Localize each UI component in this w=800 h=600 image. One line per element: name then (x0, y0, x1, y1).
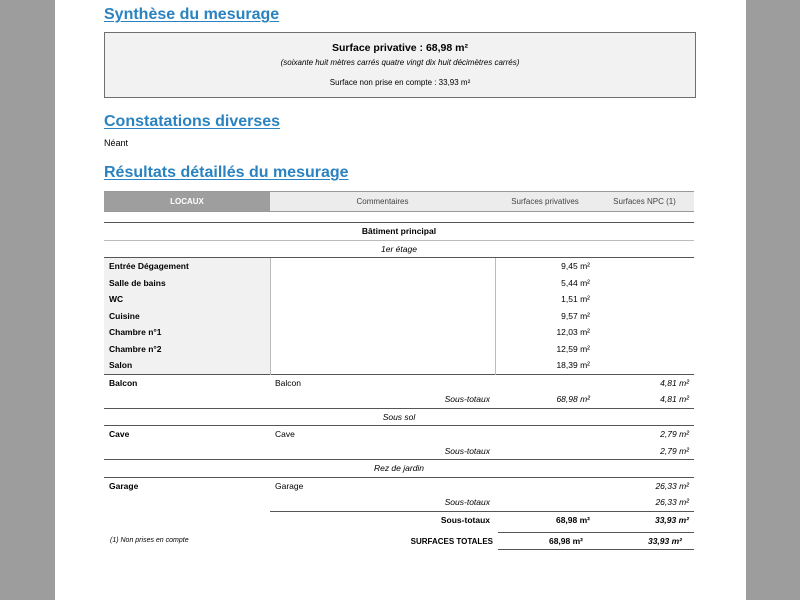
level-row (104, 460, 694, 478)
subtotal-row (104, 494, 694, 511)
row-surface-privative: 1,51 m² (561, 294, 590, 305)
building-row (104, 223, 694, 241)
row-local: WC (104, 291, 270, 308)
table-row (104, 374, 694, 391)
row-surface-npc: 2,79 m² (660, 429, 689, 440)
subtotal-surface-privative: 68,98 m² (556, 394, 590, 405)
building-subtotal-label: Sous-totaux (270, 511, 495, 528)
row-comment (270, 308, 495, 325)
surface-non-prise: Surface non prise en compte : 33,93 m² (329, 78, 471, 87)
row-local: Salle de bains (104, 275, 270, 292)
row-local: Cuisine (104, 308, 270, 325)
subtotal-label: Sous-totaux (444, 445, 490, 456)
table-row (104, 291, 694, 308)
building-label: Bâtiment principal (104, 223, 694, 241)
row-local: Entrée Dégagement (104, 258, 270, 275)
row-comment: Balcon (270, 374, 495, 391)
header-surfaces-privatives: Surfaces privatives (495, 192, 595, 212)
row-surface-npc (595, 324, 694, 341)
building-subtotal-row (104, 511, 694, 528)
subtotal-label: Sous-totaux (444, 394, 490, 405)
row-surface-privative: 5,44 m² (561, 277, 590, 288)
row-local: Balcon (104, 374, 270, 391)
row-comment (270, 291, 495, 308)
footnote: (1) Non prises en compte (110, 537, 189, 544)
row-surface-npc (595, 308, 694, 325)
row-comment: Garage (275, 480, 304, 491)
subtotal-surface-npc: 26,33 m² (655, 497, 689, 508)
results-table (104, 191, 694, 528)
table-row (104, 357, 694, 374)
table-row (104, 324, 694, 341)
row-surface-npc: 26,33 m² (655, 480, 689, 491)
total-surface-npc: 33,93 m² (647, 536, 682, 546)
totals-row (498, 532, 694, 550)
row-local: Cave (109, 429, 130, 440)
row-surface-privative: 9,45 m² (561, 261, 590, 272)
row-local: Chambre n°1 (104, 324, 270, 341)
resultats-title: Résultats détaillés du mesurage (104, 164, 349, 181)
level-garden-label: Rez de jardin (104, 460, 694, 478)
row-comment (270, 341, 495, 358)
subtotal-label: Sous-totaux (444, 497, 490, 508)
synthese-title: Synthèse du mesurage (104, 6, 280, 23)
level-basement-label: Sous sol (104, 408, 694, 426)
row-surface-npc: 4,81 m² (595, 374, 694, 391)
subtotal-row (104, 391, 694, 408)
document-page (55, 0, 746, 600)
total-surface-privative: 68,98 m² (548, 536, 583, 546)
totals-label: SURFACES TOTALES (410, 537, 493, 546)
row-local: Salon (104, 357, 270, 374)
row-surface-npc (595, 275, 694, 292)
row-comment (270, 258, 495, 275)
row-local: Chambre n°2 (104, 341, 270, 358)
table-row (104, 477, 694, 494)
row-surface-npc (595, 258, 694, 275)
row-surface-npc (595, 291, 694, 308)
row-surface-npc (595, 357, 694, 374)
row-surface-privative: 12,03 m² (556, 327, 590, 338)
row-local: Garage (109, 480, 139, 491)
table-row (104, 341, 694, 358)
summary-box (104, 32, 696, 98)
building-subtotal-surface-npc: 33,93 m² (595, 511, 694, 528)
table-row (104, 308, 694, 325)
subtotal-row (104, 443, 694, 460)
row-surface-privative: 9,57 m² (561, 310, 590, 321)
row-surface-privative: 12,59 m² (556, 343, 590, 354)
row-comment: Cave (275, 429, 295, 440)
level-row (104, 408, 694, 426)
header-surfaces-npc: Surfaces NPC (1) (595, 192, 694, 212)
header-commentaires: Commentaires (270, 192, 495, 212)
row-comment (270, 357, 495, 374)
constatations-title: Constatations diverses (104, 113, 281, 130)
table-row (104, 275, 694, 292)
table-row (104, 426, 694, 443)
header-locaux: LOCAUX (104, 192, 270, 212)
table-header (104, 192, 694, 212)
row-comment (270, 275, 495, 292)
table-row (104, 258, 694, 275)
row-comment (270, 324, 495, 341)
surface-privative-words: (soixante huit mètres carrés quatre vingt dix huit décimètres carrés) (280, 58, 520, 67)
building-subtotal-surface-privative: 68,98 m² (495, 511, 595, 528)
surface-privative: Surface privative : 68,98 m² (332, 42, 468, 54)
row-surface-npc (595, 341, 694, 358)
constatations-text: Néant (104, 138, 129, 148)
row-surface-privative (495, 374, 595, 391)
subtotal-surface-npc: 4,81 m² (660, 394, 689, 405)
level-row (104, 240, 694, 258)
row-surface-privative: 18,39 m² (556, 360, 590, 371)
level-first-label: 1er étage (104, 240, 694, 258)
subtotal-surface-npc: 2,79 m² (660, 445, 689, 456)
